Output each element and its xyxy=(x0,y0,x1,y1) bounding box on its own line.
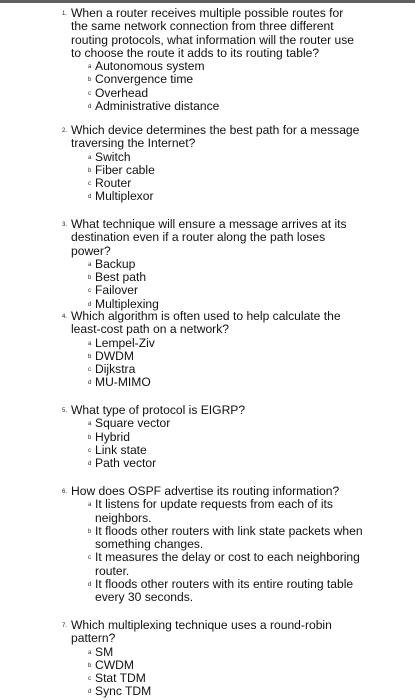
question-prompt: How does OSPF advertise its routing information? xyxy=(71,484,340,498)
question-prompt: Which device determines the best path for a message traversing the Internet? xyxy=(71,123,360,151)
option-text: MU-MIMO xyxy=(95,375,151,390)
option-letter: b xyxy=(88,167,92,174)
option-b[interactable] xyxy=(0,350,415,363)
option-list xyxy=(0,498,415,604)
option-text: Multiplexing xyxy=(95,296,159,311)
option-letter: d xyxy=(88,104,92,111)
option-text: Path vector xyxy=(95,456,157,471)
option-c[interactable] xyxy=(0,444,415,457)
question-6 xyxy=(0,485,415,605)
option-text: Best path xyxy=(95,270,147,285)
option-b[interactable] xyxy=(0,164,415,177)
question-2 xyxy=(0,124,415,204)
option-text: It measures the delay or cost to each neighboring router. xyxy=(95,550,360,578)
option-letter: b xyxy=(88,528,92,535)
question-number: 5. xyxy=(62,408,68,414)
option-c[interactable] xyxy=(0,672,415,685)
question-text xyxy=(0,124,415,151)
option-letter: c xyxy=(88,90,91,97)
option-c[interactable] xyxy=(0,284,415,297)
option-letter: d xyxy=(88,689,92,696)
question-1 xyxy=(0,7,415,113)
question-number: 7. xyxy=(62,623,68,629)
option-a[interactable] xyxy=(0,498,415,525)
question-7 xyxy=(0,619,415,699)
option-d[interactable] xyxy=(0,685,415,698)
option-list xyxy=(0,151,415,204)
question-prompt: When a router receives multiple possible routes for the same network connection from three different routing protocols, what information will the router use to choose the route it adds to its routing table? xyxy=(71,6,354,60)
option-letter: d xyxy=(88,194,92,201)
question-prompt: Which multiplexing technique uses a round-robin pattern? xyxy=(71,618,332,646)
option-b[interactable] xyxy=(0,659,415,672)
option-text: Stat TDM xyxy=(95,671,146,686)
question-number: 2. xyxy=(62,128,68,134)
question-5 xyxy=(0,404,415,470)
option-letter: a xyxy=(88,421,92,428)
option-list xyxy=(0,258,415,311)
option-a[interactable] xyxy=(0,417,415,430)
option-b[interactable] xyxy=(0,525,415,552)
option-text: Sync TDM xyxy=(95,684,152,699)
option-text: Backup xyxy=(95,256,136,271)
option-text: CWDM xyxy=(95,657,134,672)
option-c[interactable] xyxy=(0,363,415,376)
option-text: Fiber cable xyxy=(95,162,155,177)
option-a[interactable] xyxy=(0,151,415,164)
question-4 xyxy=(0,310,415,390)
option-letter: a xyxy=(88,502,92,509)
question-prompt: What type of protocol is EIGRP? xyxy=(71,403,246,417)
option-letter: c xyxy=(88,555,91,562)
option-text: It floods other routers with link state packets when something changes. xyxy=(95,523,363,552)
option-a[interactable] xyxy=(0,337,415,350)
question-text xyxy=(0,619,415,646)
question-text xyxy=(0,218,415,258)
option-d[interactable] xyxy=(0,376,415,389)
question-number: 1. xyxy=(62,11,68,17)
option-letter: d xyxy=(88,461,92,468)
option-letter: b xyxy=(88,353,92,360)
option-a[interactable] xyxy=(0,60,415,73)
option-text: Convergence time xyxy=(95,72,194,87)
option-letter: a xyxy=(88,64,92,71)
option-text: Square vector xyxy=(95,416,171,431)
option-c[interactable] xyxy=(0,551,415,578)
option-letter: b xyxy=(88,275,92,282)
option-list xyxy=(0,60,415,113)
option-text: SM xyxy=(95,644,114,659)
option-letter: a xyxy=(88,340,92,347)
option-letter: b xyxy=(88,77,92,84)
question-number: 4. xyxy=(62,314,68,320)
option-a[interactable] xyxy=(0,258,415,271)
option-text: It floods other routers with its entire routing table every 30 seconds. xyxy=(95,577,354,605)
option-letter: a xyxy=(88,261,92,268)
option-d[interactable] xyxy=(0,457,415,470)
option-a[interactable] xyxy=(0,646,415,659)
option-letter: c xyxy=(88,181,91,188)
option-letter: c xyxy=(88,367,91,374)
option-letter: d xyxy=(88,380,92,387)
option-letter: c xyxy=(88,447,91,454)
option-c[interactable] xyxy=(0,87,415,100)
option-letter: a xyxy=(88,649,92,656)
option-text: It listens for update requests from each of its neighbors. xyxy=(95,497,333,525)
option-letter: a xyxy=(88,154,92,161)
option-text: Failover xyxy=(95,283,139,298)
option-c[interactable] xyxy=(0,177,415,190)
option-d[interactable] xyxy=(0,578,415,605)
option-text: Multiplexor xyxy=(95,189,154,204)
option-d[interactable] xyxy=(0,100,415,113)
question-prompt: What technique will ensure a message arrives at its destination even if a router along the path loses power? xyxy=(71,217,347,258)
option-text: Switch xyxy=(95,149,131,164)
question-text xyxy=(0,310,415,337)
question-3 xyxy=(0,218,415,311)
option-letter: d xyxy=(88,582,92,589)
option-text: DWDM xyxy=(95,348,134,363)
question-text xyxy=(0,485,415,498)
option-text: Dijkstra xyxy=(95,362,136,377)
option-b[interactable] xyxy=(0,431,415,444)
option-text: Overhead xyxy=(95,85,149,100)
option-text: Lempel-Ziv xyxy=(95,335,155,350)
top-divider xyxy=(0,0,415,3)
option-list xyxy=(0,417,415,470)
option-letter: d xyxy=(88,301,92,308)
option-text: Administrative distance xyxy=(95,99,220,114)
option-text: Router xyxy=(95,176,132,191)
option-letter: c xyxy=(88,288,91,295)
option-list xyxy=(0,646,415,699)
question-text xyxy=(0,7,415,60)
option-b[interactable] xyxy=(0,271,415,284)
option-letter: c xyxy=(88,676,91,683)
option-text: Hybrid xyxy=(95,429,130,444)
question-number: 3. xyxy=(62,222,68,228)
option-b[interactable] xyxy=(0,73,415,86)
option-text: Link state xyxy=(95,442,147,457)
option-d[interactable] xyxy=(0,190,415,203)
option-letter: b xyxy=(88,662,92,669)
question-number: 6. xyxy=(62,489,68,495)
option-letter: b xyxy=(88,434,92,441)
question-prompt: Which algorithm is often used to help calculate the least-cost path on a network? xyxy=(71,309,341,337)
question-text xyxy=(0,404,415,417)
option-list xyxy=(0,337,415,390)
option-text: Autonomous system xyxy=(95,59,205,74)
